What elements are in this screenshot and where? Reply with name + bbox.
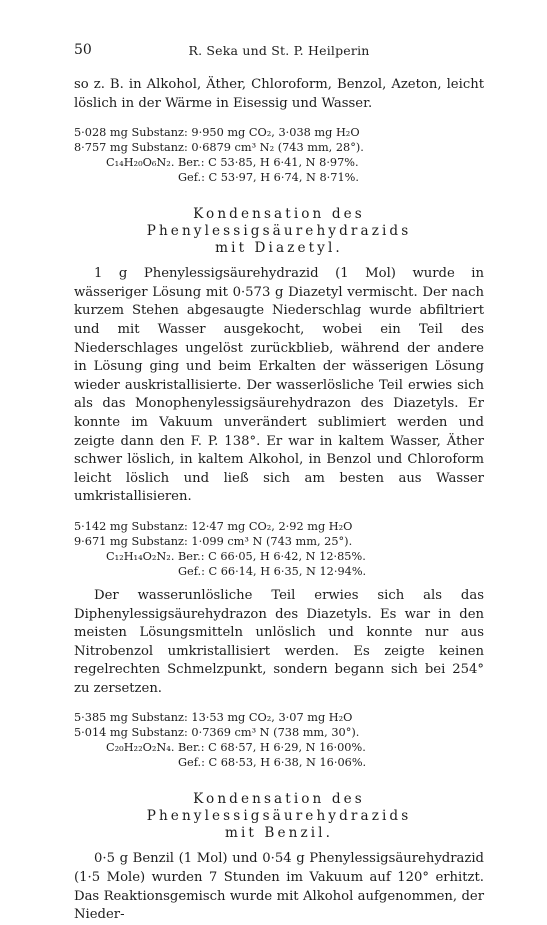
section-heading-line: Kondensation des Phenylessigsäurehydrazids <box>146 206 412 240</box>
analysis-block-2 <box>74 519 484 579</box>
analysis-line: 5·028 mg Substanz: 9·950 mg CO₂, 3·038 mg H₂O <box>74 126 360 140</box>
analysis-line: 8·757 mg Substanz: 0·6879 cm³ N₂ (743 mm, 28°). <box>74 141 364 155</box>
analysis-formula-line: C₁₄H₂₀O₆N₂. Ber.: C 53·85, H 6·41, N 8·97%. <box>106 156 359 170</box>
document-page <box>74 42 484 925</box>
analysis-found-line: Gef.: C 53·97, H 6·74, N 8·71%. <box>178 171 359 185</box>
section-heading-diazetyl <box>74 206 484 257</box>
paragraph-solubility: so z. B. in Alkohol, Äther, Chloroform, Benzol, Azeton, leicht löslich in der Wärme in Eisessig und Wasser. <box>74 77 484 111</box>
analysis-line: 5·385 mg Substanz: 13·53 mg CO₂, 3·07 mg H₂O <box>74 711 353 725</box>
paragraph-text: Der wasserunlösliche Teil erwies sich als das Diphenylessigsäurehydrazon des Diazetyls. Es war in den meisten Lösungsmitteln unlöslich und konnte nur aus Nitrobenzol umkristallisiert werden. Es zeigte keinen regelrechten Schmelzpunkt, sondern begann sich bei 254° zu zersetzen. <box>74 587 484 696</box>
analysis-found-line: Gef.: C 66·14, H 6·35, N 12·94%. <box>178 564 367 578</box>
section-heading-line: mit Diazetyl. <box>215 240 343 257</box>
analysis-block-1 <box>74 125 484 185</box>
analysis-formula-line: C₂₀H₂₂O₂N₄. Ber.: C 68·57, H 6·29, N 16·00%. <box>106 741 366 755</box>
running-title: R. Seka und St. P. Heilperin <box>188 43 370 58</box>
analysis-formula-line: C₁₂H₁₄O₂N₂. Ber.: C 66·05, H 6·42, N 12·85%. <box>106 549 366 563</box>
paragraph-text: 0·5 g Benzil (1 Mol) und 0·54 g Phenylessigsäurehydrazid (1·5 Mole) wurden 7 Stunden im Vakuum auf 120° erhitzt. Das Reaktionsgemisch wurde mit Alkohol aufgenommen, der Nieder- <box>74 851 484 923</box>
paragraph-text: 1 g Phenylessigsäurehydrazid (1 Mol) wurde in wässeriger Lösung mit 0·573 g Diazetyl vermischt. Der nach kurzem Stehen abgesaugte Niederschlag wurde abfiltriert und mit Wasser ausgekocht, wobei ein Teil des Niederschlages ungelöst zurückblieb, während der andere in Lösung ging und beim Erkalten der wässerigen Lösung wieder auskristallisierte. Der wasserlösliche Teil erwies sich als das Monophenylessigsäurehydrazon des Diazetyls. Er konnte im Vakuum unverändert sublimiert werden und zeigte dann den F. P. 138°. Er war in kaltem Wasser, Äther schwer löslich, in kaltem Alkohol, in Benzol und Chloroform leicht löslich und ließ sich am besten aus Wasser umkristallisieren. <box>74 266 484 505</box>
analysis-block-3 <box>74 710 484 770</box>
analysis-found-line: Gef.: C 68·53, H 6·38, N 16·06%. <box>178 756 367 770</box>
paragraph-benzil <box>74 850 484 924</box>
analysis-line: 9·671 mg Substanz: 1·099 cm³ N (743 mm, 25°). <box>74 534 353 548</box>
page-number: 50 <box>74 42 92 58</box>
analysis-line: 5·142 mg Substanz: 12·47 mg CO₂, 2·92 mg H₂O <box>74 519 353 533</box>
analysis-line: 5·014 mg Substanz: 0·7369 cm³ N (738 mm, 30°). <box>74 726 360 740</box>
section-heading-line: Kondensation des Phenylessigsäurehydrazids <box>146 791 412 825</box>
paragraph-insoluble-part <box>74 587 484 699</box>
section-heading-line: mit Benzil. <box>224 825 334 842</box>
paragraph-diazetyl <box>74 265 484 507</box>
page-header <box>74 42 484 62</box>
